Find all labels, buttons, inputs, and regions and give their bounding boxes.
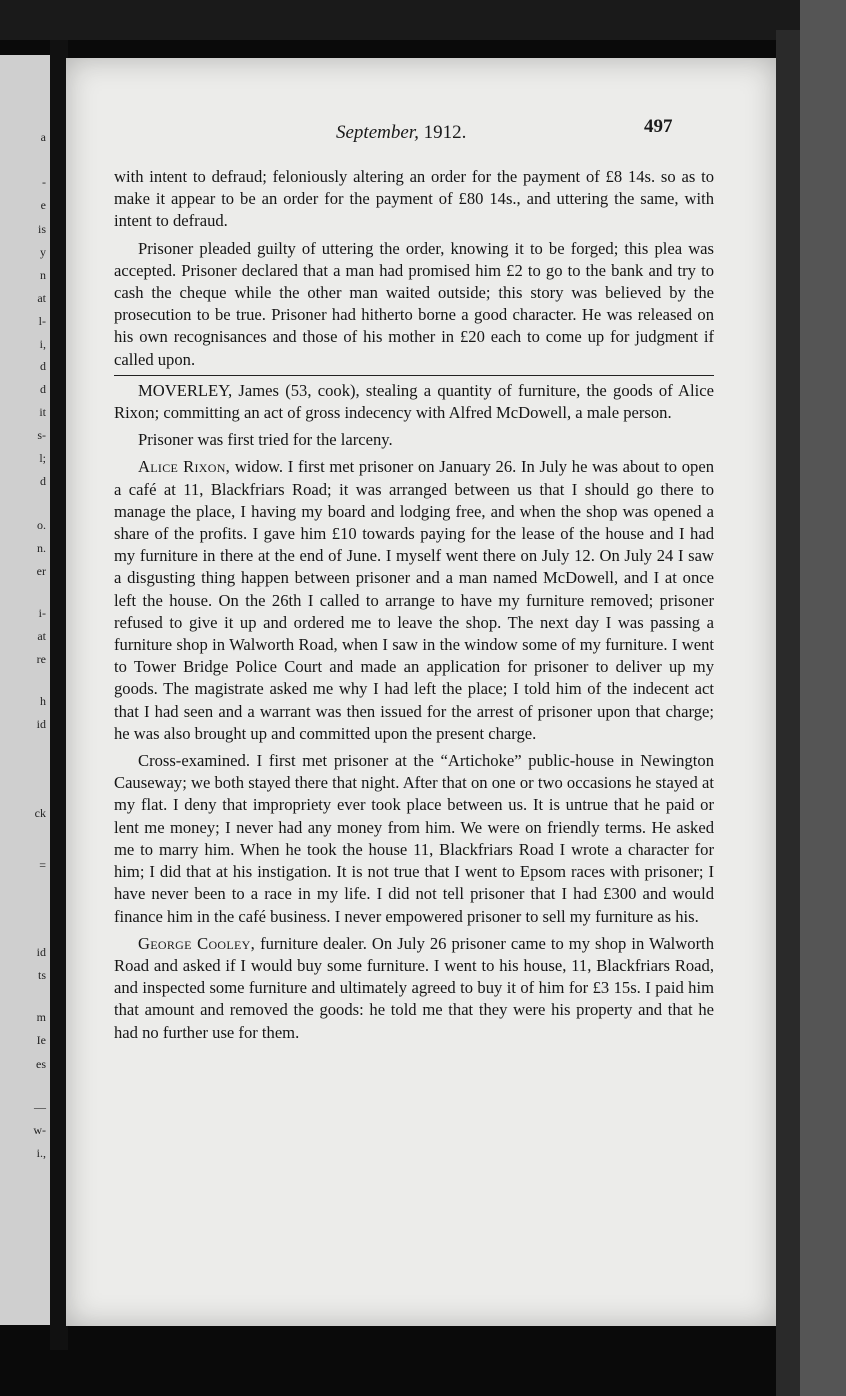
- facing-page-fragment: es: [36, 1057, 46, 1071]
- facing-page-fragment: d: [40, 474, 46, 488]
- facing-page-fragment: h: [40, 694, 46, 708]
- header-month: September,: [336, 122, 419, 143]
- facing-page-fragment: w-: [33, 1123, 46, 1137]
- facing-page-fragment: s-: [37, 428, 46, 442]
- facing-page-fragment: id: [36, 945, 46, 959]
- scan-edge-far-right: [800, 0, 846, 1396]
- facing-page-edge: [0, 55, 53, 1325]
- case-heading: MOVERLEY, James (53, cook), stealing a quantity of furniture, the goods of Alice Rixon; committing an act of gross indecency with Alfred McDowell, a male person.: [114, 380, 714, 423]
- facing-page-fragment: re: [36, 652, 46, 666]
- facing-page-fragment: =: [39, 858, 46, 872]
- facing-page-fragment: ts: [37, 968, 46, 982]
- witness-rixon-testimony: widow. I first met prisoner on January 26. In July he was about to open a café at 11, Blackfriars Road; it was arranged between us that I should go there to manage the place, I having my board and lodging free, and when the shop was opened a share of the profits. I gave him £10 towards paying for the lease of the house and I had my furniture in there at the end of June. I myself went there on July 12. On July 24 I saw a disgusting thing happen between prisoner and a man named McDowell, and I at once left the house. On the 26th I called to arrange to have my furniture removed; prisoner refused to give it up and ordered me to leave the shop. The next day I was passing a furniture shop in Walworth Road, when I saw in the window some of my furniture. I went to Tower Bridge Police Court and made an application for prisoner to deliver up my goods. The magistrate asked me why I had left the place; I told him of the indecent act that I had seen and a warrant was then issued for the arrest of prisoner upon that charge; he was also brought up and committed upon the present charge.: [114, 457, 714, 743]
- witness-cooley-testimony: furniture dealer. On July 26 prisoner came to my shop in Walworth Road and asked if I would buy some furniture. I went to his house, 11, Blackfriars Road, and inspected some furniture and ultimately agreed to buy it of him for £3 15s. I paid him that amount and removed the goods: he told me that they were his property and that he had no further use for them.: [114, 933, 715, 1042]
- indictment-continuation: with intent to defraud; feloniously altering an order for the payment of £8 14s. so as to make it appear to be an order for the payment of £80 14s., and uttering the same, with intent to defraud.: [114, 167, 714, 231]
- page-body: [114, 166, 714, 1044]
- page-number: 497: [644, 116, 673, 137]
- facing-page-fragment: is: [37, 222, 46, 236]
- plea-paragraph: Prisoner pleaded guilty of uttering the order, knowing it to be forged; this plea was accepted. Prisoner declared that a man had promised him £2 to go to the bank and try to cash the cheque while the other man waited outside; this story was believed by the prosecution to be true. Prisoner had hitherto borne a good character. He was released on his own recognisances and those of his mother in £20 each to come up for judgment if called upon.: [114, 238, 714, 369]
- facing-page-fragment: d: [40, 359, 46, 373]
- facing-page-fragment: i,: [39, 337, 46, 351]
- facing-page-fragment: l;: [39, 451, 46, 465]
- scan-background-top: [0, 0, 846, 40]
- header-year: 1912.: [423, 122, 467, 143]
- witness-cooley: [114, 933, 714, 1044]
- witness-name-cooley: George Cooley,: [138, 933, 256, 953]
- book-page: [66, 58, 776, 1326]
- facing-page-fragment: o.: [37, 518, 46, 532]
- facing-page-fragment: i-: [38, 606, 46, 620]
- facing-page-fragment: m: [36, 1010, 46, 1024]
- facing-page-fragment: at: [37, 629, 46, 643]
- witness-name-rixon: Alice Rixon,: [138, 457, 231, 477]
- running-header: [66, 116, 776, 150]
- facing-page-fragment: n.: [37, 541, 46, 555]
- trial-note: Prisoner was first tried for the larceny.: [138, 430, 393, 450]
- section-divider: [114, 375, 714, 376]
- facing-page-fragment: -: [42, 175, 46, 189]
- facing-page-fragment: at: [37, 291, 46, 305]
- facing-page-fragment: ck: [34, 806, 46, 820]
- facing-page-fragment: y: [40, 245, 46, 259]
- facing-page-fragment: er: [36, 564, 46, 578]
- facing-page-fragment: a: [40, 130, 46, 144]
- facing-page-fragment: id: [36, 717, 46, 731]
- facing-page-fragment: it: [39, 405, 46, 419]
- cross-examination: Cross-examined. I first met prisoner at the “Artichoke” public-house in Newington Causeway; we both stayed there that night. After that on one or two occasions he stayed at my flat. I deny that impropriety ever took place between us. It is untrue that he paid or lent me money; I never had any money from him. We were on friendly terms. He asked me to marry him. When he took the house 11, Blackfriars Road I wrote a character for him; I did that at his instigation. It is not true that I went to Epsom races with prisoner; I have never been to a race in my life. I did not tell prisoner that I had £300 and would finance him in the café business. I never empowered prisoner to sell my furniture as his.: [114, 751, 714, 926]
- facing-page-fragment: e: [40, 198, 46, 212]
- facing-page-fragment: n: [40, 268, 46, 282]
- facing-page-fragment: l-: [38, 314, 46, 328]
- facing-page-fragment: Ie: [36, 1033, 46, 1047]
- facing-page-fragment: —: [34, 1100, 46, 1114]
- witness-rixon: [114, 456, 714, 745]
- facing-page-fragment: d: [40, 382, 46, 396]
- header-date: [336, 122, 466, 144]
- facing-page-fragment: i.,: [36, 1146, 46, 1160]
